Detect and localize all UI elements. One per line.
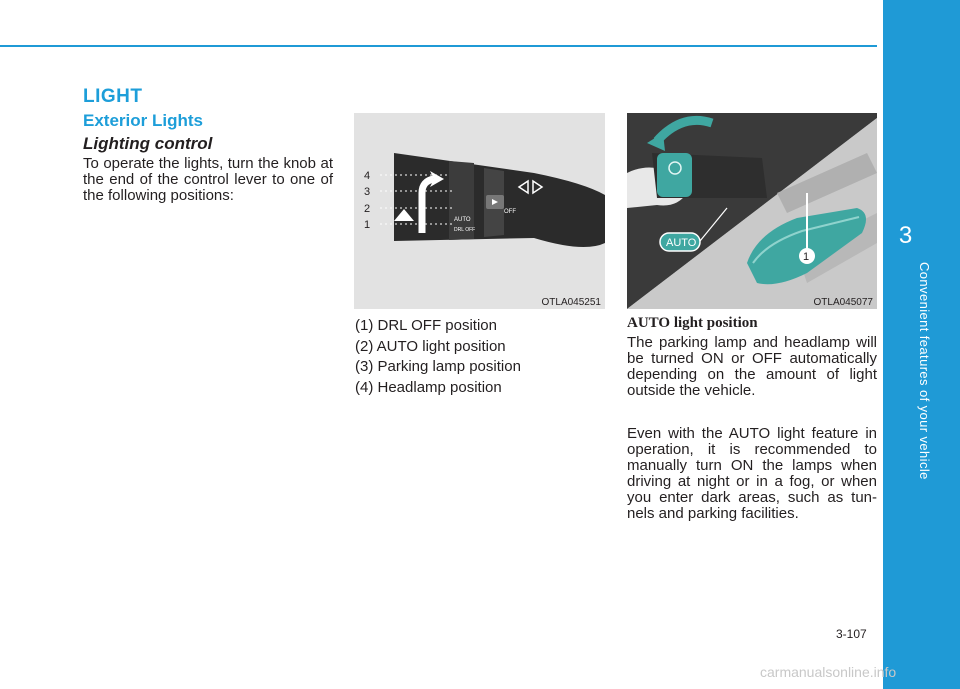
positions-list bbox=[355, 316, 605, 398]
position-item: (2) AUTO light position bbox=[355, 337, 506, 355]
figure-code: OTLA045251 bbox=[541, 297, 601, 308]
watermark: carmanualsonline.info bbox=[760, 664, 897, 680]
auto-badge: AUTO bbox=[666, 237, 697, 249]
header-rule bbox=[0, 45, 877, 47]
lighting-lever-illustration bbox=[354, 113, 605, 309]
position-item: (3) Parking lamp position bbox=[355, 358, 521, 375]
auto-light-illustration bbox=[627, 113, 877, 309]
section-title: LIGHT bbox=[83, 86, 143, 107]
lever-label-off: OFF bbox=[504, 209, 516, 215]
page-number: 3-107 bbox=[836, 627, 867, 641]
auto-paragraph-1: The parking lamp and headlamp will be turned ON or OFF automatically depending on the amount of light outside the vehicle. bbox=[627, 334, 877, 399]
auto-paragraph-2: Even with the AUTO light feature in operation, it is recommended to manually turn ON the lamps when driving at night or in a fog, or when you enter dark areas, such as tun-nels and parking facilities. bbox=[627, 425, 877, 522]
lever-label-drl-off: DRL OFF bbox=[454, 227, 476, 233]
callout-4: 4 bbox=[364, 170, 371, 182]
callout-3: 3 bbox=[364, 186, 371, 198]
lever-label-auto: AUTO bbox=[454, 217, 471, 223]
figure-code: OTLA045077 bbox=[813, 297, 873, 308]
position-item: (1) DRL OFF position bbox=[355, 317, 497, 334]
minor-title: Lighting control bbox=[83, 134, 213, 153]
auto-light-figure bbox=[627, 113, 877, 309]
callout-1-sensor: 1 bbox=[803, 251, 810, 263]
intro-paragraph: To operate the lights, turn the knob at the end of the control lever to one of the following positions: bbox=[83, 155, 333, 204]
chapter-number: 3 bbox=[898, 222, 913, 249]
chapter-title: Convenient features of your vehicle bbox=[917, 262, 932, 480]
auto-section-title: AUTO light position bbox=[627, 315, 758, 331]
callout-2: 2 bbox=[364, 203, 371, 215]
lighting-lever-figure bbox=[354, 113, 605, 309]
position-item: (4) Headlamp position bbox=[355, 378, 502, 396]
callout-1: 1 bbox=[364, 219, 371, 231]
sub-title: Exterior Lights bbox=[83, 111, 203, 130]
